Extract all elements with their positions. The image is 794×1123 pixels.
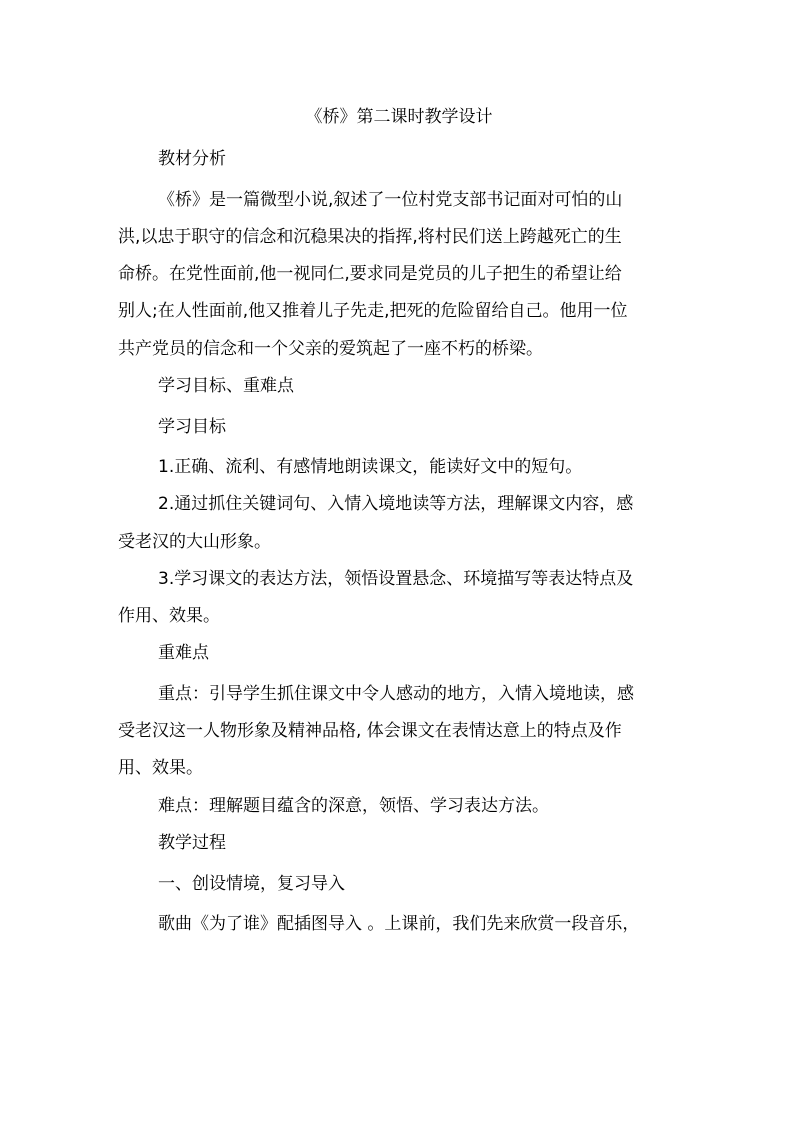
paragraph-line: 受老汉的大山形象。 xyxy=(118,531,271,552)
document-title: 《桥》第二课时教学设计 xyxy=(305,107,493,127)
paragraph-line: 难点：理解题目蕴含的深意，领悟、学习表达方法。 xyxy=(158,795,549,816)
paragraph xyxy=(118,182,680,368)
paragraph-line: 洪,以忠于职守的信念和沉稳果决的指挥,将村民们送上跨越死亡的生 xyxy=(118,226,622,247)
paragraph-line: 作用、效果。 xyxy=(118,606,220,627)
section-heading: 一、创设情境，复习导入 xyxy=(158,873,345,894)
paragraph xyxy=(118,906,680,943)
paragraph-line: 重点：引导学生抓住课文中令人感动的地方，入情入境地读，感 xyxy=(158,684,634,704)
paragraph-line: 别人;在人性面前,他又推着儿子先走,把死的危险留给自己。他用一位 xyxy=(118,301,628,322)
paragraph-line: 命桥。在党性面前,他一视同仁,要求同是党员的儿子把生的希望让给 xyxy=(118,264,622,285)
paragraph-line: 歌曲《为了谁》配插图导入 。上课前，我们先来欣赏一段音乐， xyxy=(158,914,640,935)
paragraph xyxy=(118,449,680,486)
document-body xyxy=(118,103,680,944)
section-heading: 学习目标、重难点 xyxy=(158,375,294,396)
paragraph-line: 共产党员的信念和一个父亲的爱筑起了一座不朽的桥梁。 xyxy=(118,338,543,359)
section-heading: 重难点 xyxy=(158,643,209,664)
paragraph-line: 1.正确、流利、有感情地朗读课文，能读好文中的短句。 xyxy=(158,457,583,478)
paragraph xyxy=(118,486,680,560)
paragraph-line: 3.学习课文的表达方法，领悟设置悬念、环境描写等表达特点及 xyxy=(158,568,634,589)
section-heading: 教材分析 xyxy=(158,149,226,169)
paragraph xyxy=(118,676,680,788)
paragraph xyxy=(118,788,680,825)
paragraph-line: 用、效果。 xyxy=(118,758,203,779)
paragraph-line: 2.通过抓住关键词句、入情入境地读等方法，理解课文内容，感 xyxy=(158,494,634,515)
paragraph-line: 《桥》是一篇微型小说,叙述了一位村党支部书记面对可怕的山 xyxy=(158,189,623,210)
section-heading: 教学过程 xyxy=(158,832,226,853)
paragraph xyxy=(118,561,680,635)
document-blocks xyxy=(118,141,680,944)
section-heading: 学习目标 xyxy=(158,416,226,437)
paragraph-line: 受老汉这一人物形象及精神品格, 体会课文在表情达意上的特点及作 xyxy=(118,721,622,742)
